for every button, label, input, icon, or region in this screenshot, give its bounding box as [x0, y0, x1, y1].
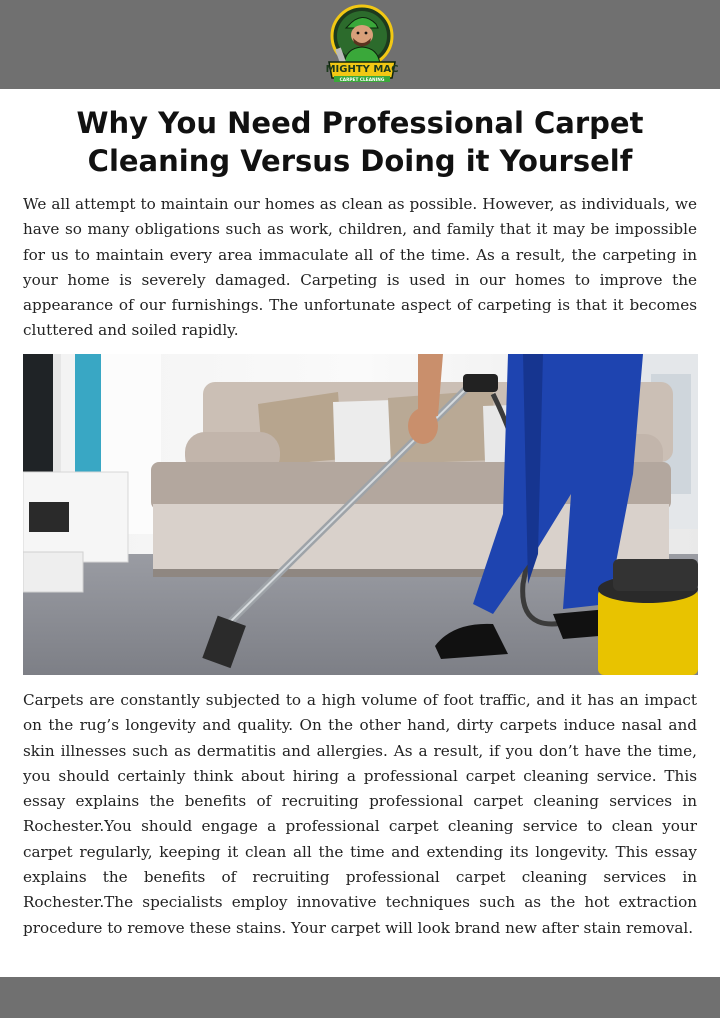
title-line-2: Cleaning Versus Doing it Yourself: [87, 144, 633, 178]
header-bar: [0, 0, 720, 89]
page-title: [20, 104, 700, 180]
logo-subtext: CARPET CLEANING: [339, 78, 385, 83]
title-line-1: Why You Need Professional Carpet: [76, 106, 644, 140]
body-paragraph: Carpets are constantly subjected to a high volume of foot traffic, and it has an impact on the rug’s longevity and quality. On the other hand, dirty carpets induce nasal and skin illnesses such as dermatitis and allergies. As a result, if you don’t have the time, you should certainly think about hiring a professional carpet cleaning service. This essay explains the benefits of recruiting professional carpet cleaning services in Rochester.You should engage a professional carpet cleaning service to clean your carpet regularly, keeping it clean all the time and extending its longevity. This essay explains the benefits of recruiting professional carpet cleaning services in Rochester.The specialists employ innovative techniques such as the hot extraction procedure to remove these stains. Your carpet will look brand new after stain removal.: [23, 691, 697, 937]
footer-bar: [0, 977, 720, 1018]
mighty-mac-logo: [326, 4, 398, 84]
carpet-cleaning-photo: [23, 354, 698, 675]
logo-text: MIGHTY MAC: [326, 64, 398, 75]
intro-paragraph: We all attempt to maintain our homes as clean as possible. However, as individuals, we have so many obligations such as work, children, and family that it may be impossible for us to maintain every area immaculate all of the time. As a result, the carpeting in your home is severely damaged. Carpeting is used in our homes to improve the appearance of our furnishings. The unfortunate aspect of carpeting is that it becomes cluttered and soiled rapidly.: [23, 195, 697, 340]
